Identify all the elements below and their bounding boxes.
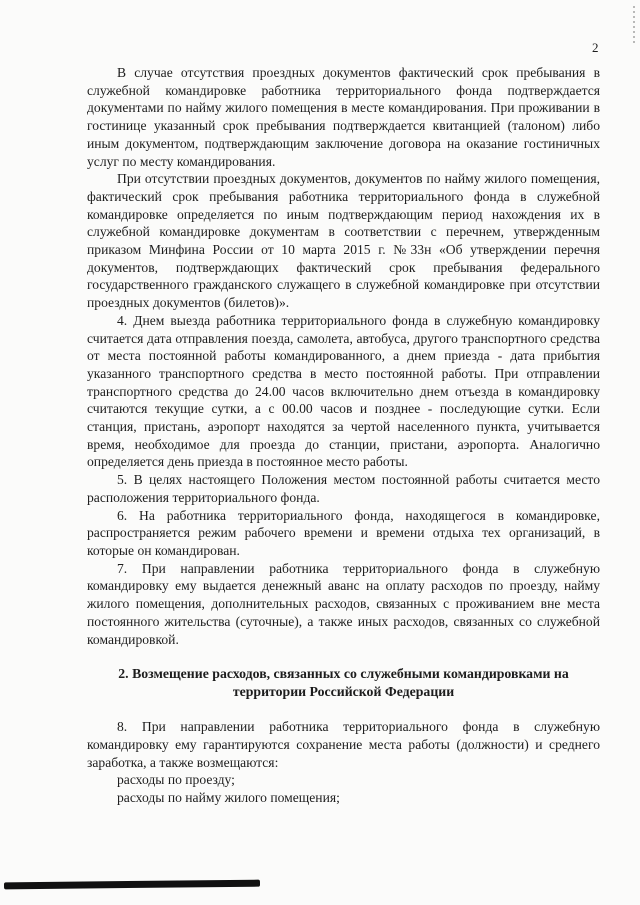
list-item-housing-expenses: расходы по найму жилого помещения;	[117, 790, 340, 806]
paragraph-no-travel-documents: При отсутствии проездных документов, документов по найму жилого помещения, фактический срок пребывания работника территориального фонда в служебной командировке определяется по иным подтверждающим период нахождения их в служебной командировке документам в соответствии с перечнем, утвержденным приказом Минфина России от 10 марта 2015 г. №33н «Об утверждении перечня документов, подтверждающих фактический срок пребывания федерального государственного гражданского служащего в служебной командировке при отсутствии проездных документов (билетов)».	[87, 171, 600, 311]
document-body	[87, 64, 600, 807]
paragraph-proof-of-stay: В случае отсутствия проездных документов фактический срок пребывания в служебной командировке работника территориального фонда подтверждается документами по найму жилого помещения в месте командирования. При проживании в гостинице указанный срок пребывания подтверждается квитанцией (талоном) либо иным документом, подтверждающим заключение договора на оказание гостиничных услуг по месту командирования.	[87, 65, 600, 169]
paragraph-8-guarantees: 8. При направлении работника территориального фонда в служебную командировку ему гарантируются сохранение места работы (должности) и среднего заработка, а также возмещаются:	[87, 719, 600, 770]
page-number: 2	[592, 40, 599, 55]
paragraph-4-departure-day: 4. Днем выезда работника территориального фонда в служебную командировку считается дата отправления поезда, самолета, автобуса, другого транспортного средства от места постоянной работы командированного, а днем приезда - дата прибытия указанного транспортного средства в место постоянной работы. При отправлении транспортного средства до 24.00 часов включительно днем отъезда в командировку считаются текущие сутки, а с 00.00 часов и позднее - последующие сутки. Если станция, пристань, аэропорт находятся за чертой населенного пункта, учитывается время, необходимое для проезда до станции, пристани, аэропорта. Аналогично определяется день приезда в постоянное место работы.	[87, 312, 600, 470]
paragraph-5-place-of-work: 5. В целях настоящего Положения местом постоянной работы считается место расположения территориального фонда.	[87, 472, 600, 505]
paragraph-7-cash-advance: 7. При направлении работника территориального фонда в служебную командировку ему выдается денежный аванс на оплату расходов по проезду, найму жилого помещения, дополнительных расходов, связанных с проживанием вне места постоянного жительства (суточные), а также иных расходов, связанных со служебной командировкой.	[87, 560, 600, 647]
section-title: 2. Возмещение расходов, связанных со служебными командировками на территории Российской Федерации	[118, 666, 569, 700]
scan-artifact-bar	[4, 880, 260, 890]
paragraph-6-work-schedule: 6. На работника территориального фонда, находящегося в командировке, распространяется режим рабочего времени и времени отдыха тех организаций, в которые он командирован.	[87, 507, 600, 558]
scan-edge-mark	[633, 6, 635, 46]
list-item-travel-expenses: расходы по проезду;	[117, 772, 235, 788]
